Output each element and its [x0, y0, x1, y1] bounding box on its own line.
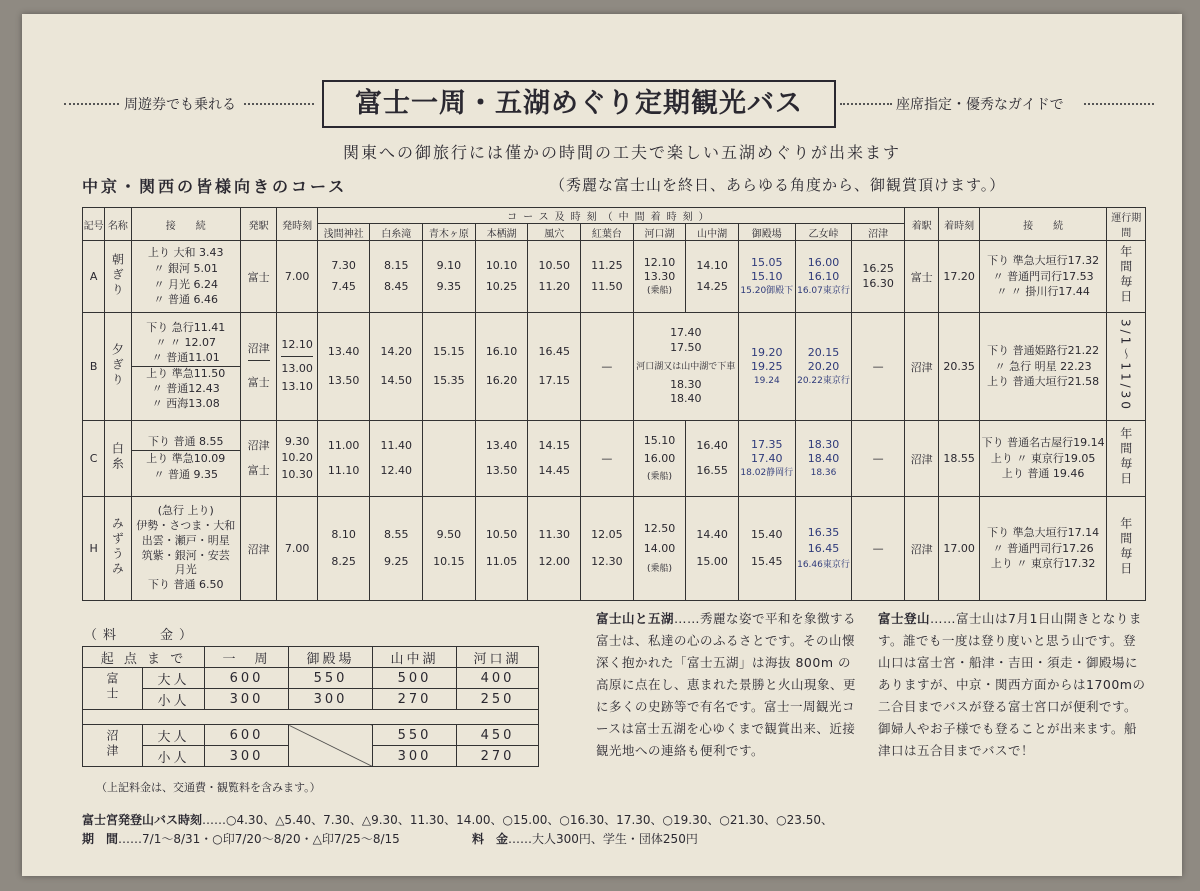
climb-fare-text: ……大人300円、学生・団体250円 — [508, 832, 698, 846]
fare-value: 550 — [289, 668, 373, 689]
stop-time: — — [852, 497, 905, 601]
stop-time: 16.35 16.45 16.46東京行 — [795, 497, 852, 601]
col-stop: 乙女峠 — [795, 224, 852, 241]
course-code: A — [83, 241, 105, 313]
fare-value: 270 — [373, 689, 457, 710]
col-group-course: コース及時刻（中間着時刻） — [317, 208, 904, 224]
table-row — [83, 241, 1146, 313]
dep-time: 9.30 10.20 10.30 — [277, 421, 317, 497]
col-stop: 沼津 — [852, 224, 905, 241]
section-title: 富士山と五湖 — [596, 611, 675, 626]
stop-time: — — [852, 313, 905, 421]
col-connection: 接 続 — [131, 208, 240, 241]
period-cell: 3/1〜11/30 — [1107, 313, 1146, 421]
fare-value: 450 — [457, 725, 539, 746]
stop-time: 8.10 8.25 — [317, 497, 370, 601]
col-stop: 本栖湖 — [475, 224, 528, 241]
col-name: 名称 — [105, 208, 131, 241]
stop-time: 10.50 11.05 — [475, 497, 528, 601]
col-period: 運行期間 — [1107, 208, 1146, 241]
course-description: （秀麗な富士山を終日、あらゆる角度から、御観賞頂けます。） — [550, 176, 1006, 194]
spacer-row — [83, 710, 539, 725]
origin-fuji: 富士 — [83, 668, 143, 710]
fuji-goko-paragraph — [596, 608, 858, 762]
stop-time: 17.35 17.40 18.02静岡行 — [738, 421, 795, 497]
fare-note: （上記料金は、交通費・観覧料を含みます。） — [96, 781, 321, 794]
fare-value: 300 — [205, 746, 289, 767]
col-arr-time: 着時刻 — [939, 208, 979, 241]
stop-time: 15.05 15.10 15.20御殿下 — [738, 241, 795, 313]
arr-time: 17.00 — [939, 497, 979, 601]
fare-type: 小人 — [143, 689, 205, 710]
fare-header: 起 点 ま で — [83, 647, 205, 668]
section-title: 富士登山 — [878, 611, 931, 626]
bus-label: 富士宮発登山バス時刻 — [82, 813, 203, 827]
arr-time: 17.20 — [939, 241, 979, 313]
col-stop: 青木ヶ原 — [423, 224, 476, 241]
connection-cell-2: 下り 準急大垣行17.32 〃 普通門司行17.53 〃 〃 掛川行17.44 — [979, 241, 1107, 313]
col-dep-station: 発駅 — [240, 208, 276, 241]
table-row — [83, 497, 1146, 601]
col-connection-2: 接 続 — [979, 208, 1107, 241]
fare-type: 小人 — [143, 746, 205, 767]
brochure-sheet — [22, 14, 1182, 876]
table-row — [83, 725, 539, 746]
stop-time: 16.10 16.20 — [475, 313, 528, 421]
stop-time: 11.40 12.40 — [370, 421, 423, 497]
fare-value: 270 — [457, 746, 539, 767]
course-code: C — [83, 421, 105, 497]
stop-time: — — [581, 421, 634, 497]
col-stop: 河口湖 — [633, 224, 686, 241]
stop-time: 16.40 16.55 — [686, 421, 739, 497]
stop-time: 18.30 18.40 18.36 — [795, 421, 852, 497]
period-cell: 年間毎日 — [1107, 421, 1146, 497]
dotted-rule — [1084, 103, 1154, 105]
fare-header: 山中湖 — [373, 647, 457, 668]
stop-time: 20.15 20.20 20.22東京行 — [795, 313, 852, 421]
dep-time: 7.00 — [277, 241, 317, 313]
stop-time: 8.55 9.25 — [370, 497, 423, 601]
fare-table — [82, 646, 539, 767]
stop-time: 14.20 14.50 — [370, 313, 423, 421]
stop-time: 11.00 11.10 — [317, 421, 370, 497]
stop-time: 9.50 10.15 — [423, 497, 476, 601]
course-label: 中京・関西の皆様向きのコース — [82, 177, 348, 196]
stop-time: 13.40 13.50 — [475, 421, 528, 497]
stop-time: 11.30 12.00 — [528, 497, 581, 601]
fare-header: 御殿場 — [289, 647, 373, 668]
col-stop: 御殿場 — [738, 224, 795, 241]
stop-time: 19.20 19.25 19.24 — [738, 313, 795, 421]
dep-time: 12.10 13.00 13.10 — [277, 313, 317, 421]
page-title: 富士一周・五湖めぐり定期観光バス — [322, 80, 836, 128]
fare-value: 600 — [205, 668, 289, 689]
connection-cell: 下り 普通 8.55 上り 準急10.09 〃 普通 9.35 — [131, 421, 240, 497]
connection-cell-2: 下り 普通名古屋行19.14 上り 〃 東京行19.05 上り 普通 19.46 — [979, 421, 1107, 497]
timetable — [82, 207, 1146, 601]
col-arr-station: 着駅 — [904, 208, 938, 241]
stop-time: 8.15 8.45 — [370, 241, 423, 313]
table-row — [83, 689, 539, 710]
stop-time: 14.40 15.00 — [686, 497, 739, 601]
stop-time: — — [581, 313, 634, 421]
bus-schedule — [82, 811, 833, 828]
section-text: ……富士山は7月1日山開きとなります。誰でも一度は登り度いと思う山です。登山口は富士宮・船津・吉田・須走・御殿場にありますが、中京・関西方面からは1700mの二合目までバスが登る富士宮口が便利です。御婦人やお子様でも登ることが出来ます。船津口は五合目までバスで！ — [878, 611, 1146, 758]
fuji-climb-paragraph — [878, 608, 1146, 762]
table-row — [83, 421, 1146, 497]
arr-station: 沼津 — [904, 421, 938, 497]
connection-cell-2: 下り 準急大垣行17.14 〃 普通門司行17.26 上り 〃 東京行17.32 — [979, 497, 1107, 601]
dotted-rule — [840, 103, 892, 105]
fare-value: 550 — [373, 725, 457, 746]
stop-time: 14.15 14.45 — [528, 421, 581, 497]
col-stop: 山中湖 — [686, 224, 739, 241]
fare-value: 400 — [457, 668, 539, 689]
course-code: B — [83, 313, 105, 421]
connection-cell-2: 下り 普通姫路行21.22 〃 急行 明星 22.23 上り 普通大垣行21.58 — [979, 313, 1107, 421]
stop-time: 16.45 17.15 — [528, 313, 581, 421]
table-row — [83, 647, 539, 668]
fare-value: 300 — [289, 689, 373, 710]
stop-time: 17.40 17.50 河口湖又は山中湖で下車 18.30 18.40 — [633, 313, 738, 421]
connection-cell: 下り 急行11.41 〃 〃 12.07 〃 普通11.01 上り 準急11.50 〃 普通12.43 〃 西海13.08 — [131, 313, 240, 421]
period-cell: 年間毎日 — [1107, 241, 1146, 313]
arr-station: 沼津 — [904, 497, 938, 601]
section-text: ……秀麗な姿で平和を象徴する富士は、私達の心のふるさとです。その山懐深く抱かれた「富士五湖」は海抜 800m の高原に点在し、恵まれた景勝と火山現象、更に多くの史跡等で有名です。富士一周観光コースは富士五湖を心ゆくまで観賞出来、近接観光地への連絡も便利です。 — [596, 611, 857, 758]
stop-time: 13.40 13.50 — [317, 313, 370, 421]
fare-type: 大人 — [143, 668, 205, 689]
col-stop: 浅間神社 — [317, 224, 370, 241]
tagline: 関東への御旅行には僅かの時間の工夫で楽しい五湖めぐりが出来ます — [342, 143, 901, 162]
table-row — [83, 313, 1146, 421]
arr-time: 18.55 — [939, 421, 979, 497]
dotted-rule — [64, 103, 119, 105]
course-code: H — [83, 497, 105, 601]
fare-value: 500 — [373, 668, 457, 689]
fare-value: 600 — [205, 725, 289, 746]
col-stop: 風穴 — [528, 224, 581, 241]
fare-na — [289, 725, 373, 767]
connection-cell: 上り 大和 3.43 〃 銀河 5.01 〃 月光 6.24 〃 普通 6.46 — [131, 241, 240, 313]
fare-value: 250 — [457, 689, 539, 710]
stop-time: 15.15 15.35 — [423, 313, 476, 421]
fare-value: 300 — [205, 689, 289, 710]
arr-station: 沼津 — [904, 313, 938, 421]
col-dep-time: 発時刻 — [277, 208, 317, 241]
stop-time: 12.50 14.00 (乗船) — [633, 497, 686, 601]
col-code: 記号 — [83, 208, 105, 241]
right-note: 座席指定・優秀なガイドで — [896, 97, 1064, 113]
connection-cell: (急行 上り) 伊勢・さつま・大和 出雲・瀬戸・明星 筑紫・銀河・安芸 月光 下り 普通 6.50 — [131, 497, 240, 601]
dep-station: 沼津 富士 — [240, 421, 276, 497]
stop-time: 12.05 12.30 — [581, 497, 634, 601]
table-row — [83, 668, 539, 689]
stop-time: 12.10 13.30 (乗船) — [633, 241, 686, 313]
period-line — [82, 830, 400, 847]
stop-time: 15.10 16.00 (乗船) — [633, 421, 686, 497]
fare-type: 大人 — [143, 725, 205, 746]
stop-time: 9.10 9.35 — [423, 241, 476, 313]
course-name: みずうみ — [105, 497, 131, 601]
stop-time: 10.50 11.20 — [528, 241, 581, 313]
dep-station: 沼津 富士 — [240, 313, 276, 421]
stop-time: — — [852, 421, 905, 497]
dep-time: 7.00 — [277, 497, 317, 601]
stop-time: 10.10 10.25 — [475, 241, 528, 313]
course-name: 白糸 — [105, 421, 131, 497]
stop-time — [423, 421, 476, 497]
period-label: 期 間 — [82, 832, 119, 846]
stop-time: 11.25 11.50 — [581, 241, 634, 313]
stop-time: 16.25 16.30 — [852, 241, 905, 313]
origin-numazu: 沼津 — [83, 725, 143, 767]
stop-time: 7.30 7.45 — [317, 241, 370, 313]
bus-times: ……○4.30、△5.40、7.30、△9.30、11.30、14.00、○15.00、○16.30、17.30、○19.30、○21.30、○23.50、 — [202, 813, 834, 827]
stop-time: 14.10 14.25 — [686, 241, 739, 313]
course-name: 朝ぎり — [105, 241, 131, 313]
arr-time: 20.35 — [939, 313, 979, 421]
fare-header: 河口湖 — [457, 647, 539, 668]
course-name: 夕ぎり — [105, 313, 131, 421]
climb-fare-line — [472, 830, 698, 847]
fare-value: 300 — [373, 746, 457, 767]
fare-header: 一 周 — [205, 647, 289, 668]
dep-station: 富士 — [240, 241, 276, 313]
dep-station: 沼津 — [240, 497, 276, 601]
climb-fare-label: 料 金 — [472, 832, 509, 846]
dotted-rule — [244, 103, 314, 105]
period-text: ……7/1〜8/31・○印7/20〜8/20・△印7/25〜8/15 — [118, 832, 400, 846]
period-cell: 年間毎日 — [1107, 497, 1146, 601]
left-note: 周遊券でも乗れる — [124, 97, 236, 113]
col-stop: 紅葉台 — [581, 224, 634, 241]
col-stop: 白糸滝 — [370, 224, 423, 241]
stop-time: 16.00 16.10 16.07東京行 — [795, 241, 852, 313]
fare-heading: （料 金） — [84, 628, 199, 643]
arr-station: 富士 — [904, 241, 938, 313]
stop-time: 15.40 15.45 — [738, 497, 795, 601]
